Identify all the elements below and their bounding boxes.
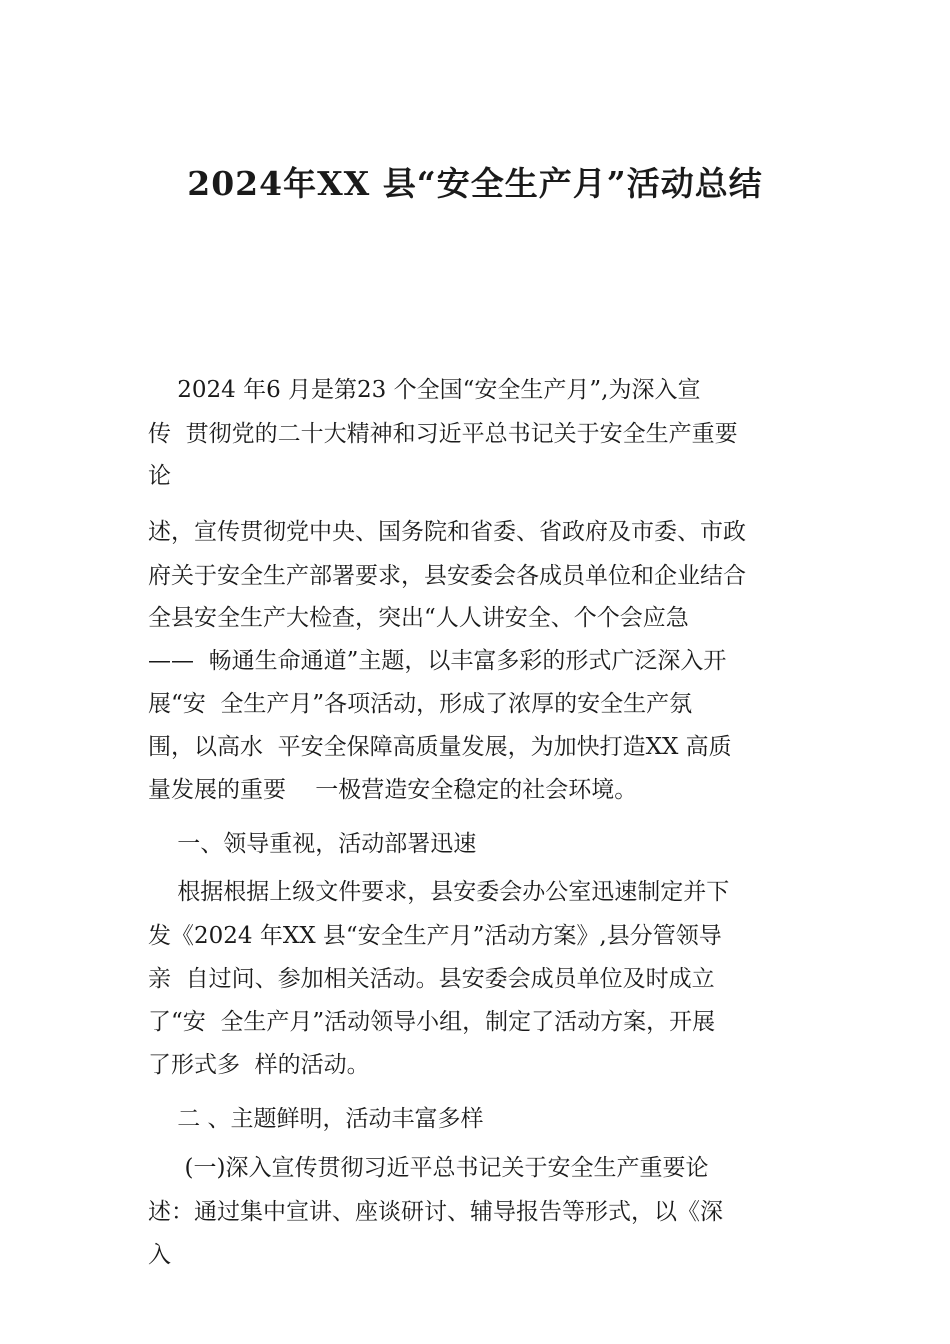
paragraph-line: 论 <box>148 463 171 489</box>
paragraph-line: 了形式多 样的活动。 <box>148 1052 370 1078</box>
paragraph-line: 传 贯彻党的二十大精神和习近平总书记关于安全生产重要 <box>148 421 738 447</box>
paragraph-line: 亲 自过问、参加相关活动。县安委会成员单位及时成立 <box>148 966 715 992</box>
paragraph-line: 量发展的重要 一极营造安全稳定的社会环境。 <box>148 777 638 803</box>
paragraph-line: 述，宣传贯彻党中央、国务院和省委、省政府及市委、市政 <box>148 519 746 545</box>
paragraph-line: 入 <box>148 1242 171 1268</box>
paragraph-line: —— 畅通生命通道”主题，以丰富多彩的形式广泛深入开 <box>148 648 727 674</box>
paragraph-line: 发《2024 年XX 县“安全生产月”活动方案》,县分管领导 <box>148 923 722 949</box>
paragraph-line: 全县安全生产大检查，突出“人人讲安全、个个会应急 <box>148 605 689 631</box>
section-heading: 二 、主题鲜明，活动丰富多样 <box>148 1106 484 1132</box>
paragraph-line: 围，以高水 平安全保障高质量发展，为加快打造XX 高质 <box>148 734 732 760</box>
paragraph-line: (一)深入宣传贯彻习近平总书记关于安全生产重要论 <box>148 1155 709 1181</box>
paragraph-line: 根据根据上级文件要求，县安委会办公室迅速制定并下 <box>148 879 730 905</box>
paragraph-line: 展“安 全生产月”各项活动，形成了浓厚的安全生产氛 <box>148 691 693 717</box>
paragraph-line: 述：通过集中宣讲、座谈研讨、辅导报告等形式，以《深 <box>148 1199 723 1225</box>
paragraph-line: 2024 年6 月是第23 个全国“安全生产月”,为深入宣 <box>148 377 701 403</box>
paragraph-line: 了“安 全生产月”活动领导小组，制定了活动方案，开展 <box>148 1009 716 1035</box>
paragraph-line: 府关于安全生产部署要求，县安委会各成员单位和企业结合 <box>148 563 746 589</box>
section-heading: 一、领导重视，活动部署迅速 <box>148 831 477 857</box>
document-title: 2024年XX 县“安全生产月”活动总结 <box>187 164 763 203</box>
